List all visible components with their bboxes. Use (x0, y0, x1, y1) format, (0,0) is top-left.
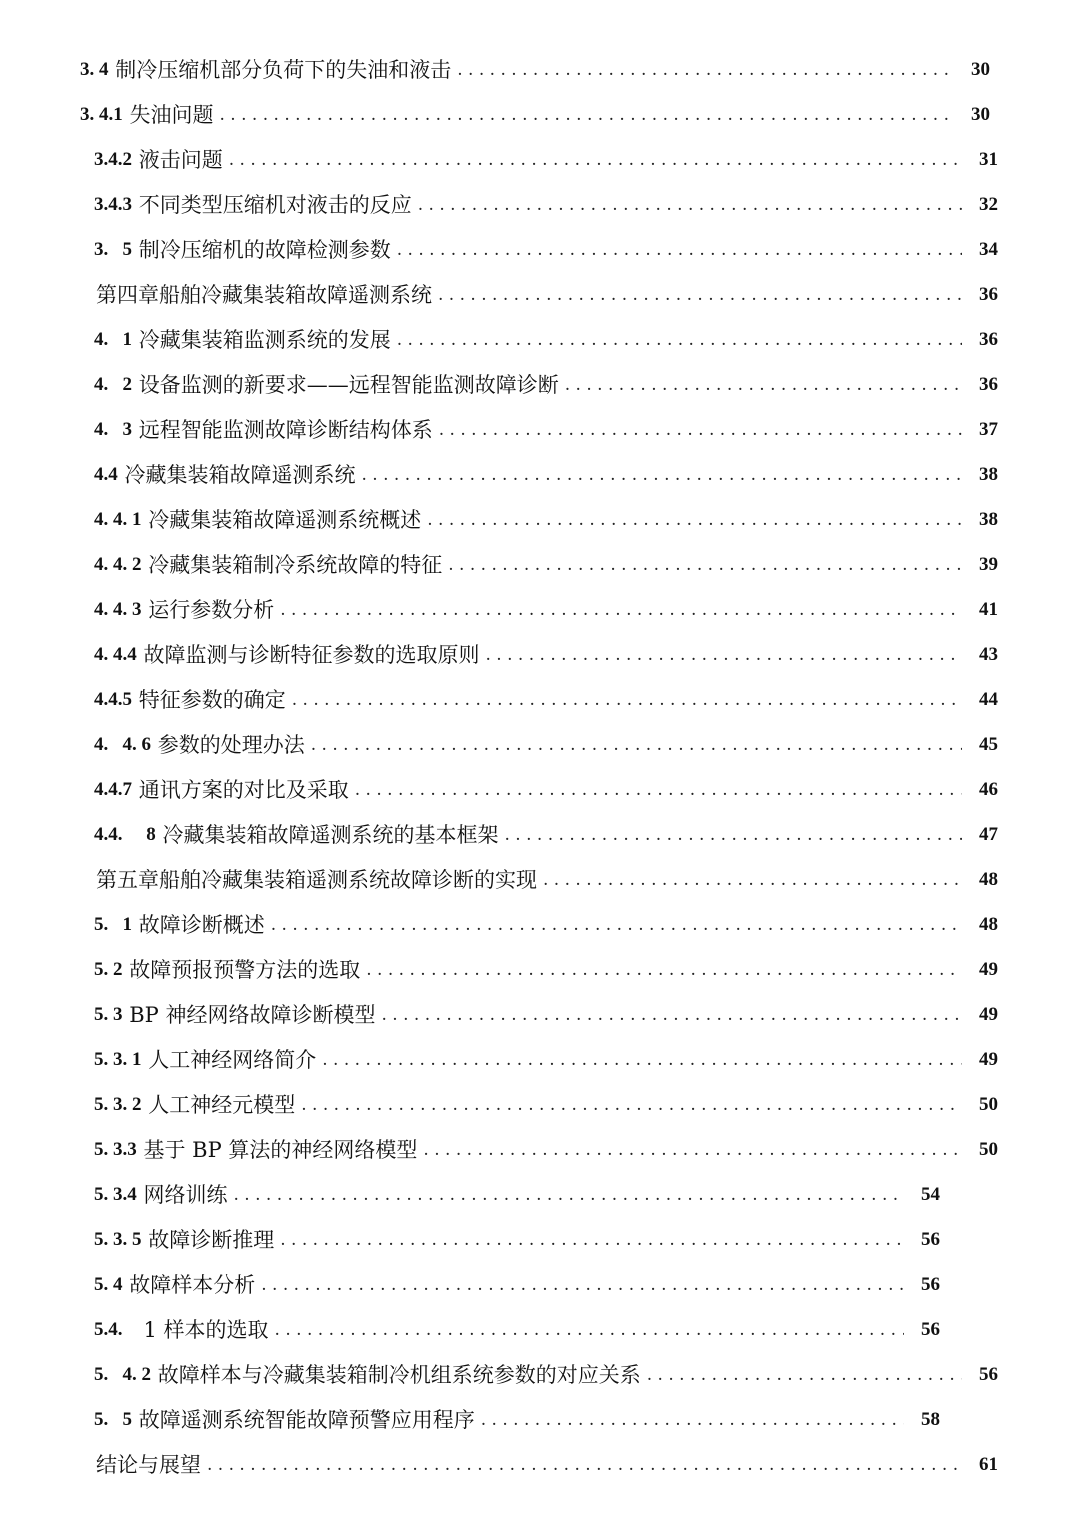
toc-page: 36 (979, 329, 998, 350)
toc-number: 5. 1 (94, 914, 137, 935)
toc-page: 49 (979, 1004, 998, 1025)
toc-title: 故障监测与诊断特征参数的选取原则 (143, 643, 480, 667)
dot-leader (382, 995, 963, 1035)
dot-leader (261, 1265, 904, 1305)
toc-entry[interactable] (94, 1265, 940, 1305)
toc-entry[interactable] (94, 275, 998, 315)
toc-entry[interactable] (94, 320, 998, 360)
toc-entry[interactable] (94, 1355, 998, 1395)
dot-leader (362, 455, 963, 495)
toc-entry[interactable] (94, 725, 998, 765)
toc-title: 通讯方案的对比及采取 (138, 778, 349, 802)
toc-entry[interactable] (94, 1310, 940, 1350)
toc-title: 液击问题 (138, 148, 223, 172)
toc-page: 44 (979, 689, 998, 710)
dot-leader (438, 275, 962, 315)
toc-title: 冷藏集装箱故障遥测系统概述 (148, 508, 422, 532)
dot-leader (439, 410, 962, 450)
toc-number: 3. 5 (94, 239, 137, 260)
dot-leader (418, 185, 962, 225)
toc-number: 4. 4.4 (94, 644, 142, 665)
toc-number: 5. 3. 1 (94, 1049, 147, 1070)
toc-entry[interactable] (94, 455, 998, 495)
toc-number: 4. 4. 3 (94, 599, 147, 620)
dot-leader (207, 1445, 962, 1485)
toc-number: 4. 3 (94, 419, 137, 440)
toc-number: 5. 2 (94, 959, 128, 980)
toc-page: 61 (979, 1454, 998, 1475)
toc-page: 54 (921, 1184, 940, 1205)
toc-title: 故障样本分析 (129, 1273, 256, 1297)
toc-entry[interactable] (94, 1085, 998, 1125)
toc-title: 设备监测的新要求——远程智能监测故障诊断 (138, 373, 559, 397)
toc-number: 5.4. (94, 1319, 142, 1340)
toc-title: 网络训练 (143, 1183, 228, 1207)
toc-page: 38 (979, 464, 998, 485)
dot-leader (229, 140, 962, 180)
toc-entry[interactable] (94, 1400, 940, 1440)
toc-number: 4.4 (94, 464, 123, 485)
toc-title: 故障预报预警方法的选取 (129, 958, 361, 982)
toc-page: 39 (979, 554, 998, 575)
toc-entry[interactable] (94, 230, 998, 270)
toc-title: 故障诊断推理 (148, 1228, 275, 1252)
toc-title: 特征参数的确定 (138, 688, 286, 712)
dot-leader (647, 1355, 962, 1395)
dot-leader (397, 320, 962, 360)
toc-entry[interactable] (94, 1220, 940, 1260)
dot-leader (543, 860, 962, 900)
toc-title: 参数的处理办法 (157, 733, 305, 757)
dot-leader (366, 950, 962, 990)
toc-page: 43 (979, 644, 998, 665)
dot-leader (280, 1220, 904, 1260)
toc-title: 不同类型压缩机对液击的反应 (138, 193, 412, 217)
toc-number: 4. 2 (94, 374, 137, 395)
dot-leader (423, 1130, 962, 1170)
toc-title: 人工神经网络简介 (148, 1048, 317, 1072)
dot-leader (565, 365, 962, 405)
toc-page: 50 (979, 1094, 998, 1115)
toc-page: 56 (979, 1364, 998, 1385)
toc-entry[interactable] (94, 635, 998, 675)
toc-number: 4. 4. 2 (94, 554, 147, 575)
toc-entry[interactable] (94, 680, 998, 720)
toc-page: 50 (979, 1139, 998, 1160)
dot-leader (292, 680, 962, 720)
dot-leader (427, 500, 962, 540)
toc-entry[interactable] (94, 185, 998, 225)
toc-title: 远程智能监测故障诊断结构体系 (138, 418, 433, 442)
toc-page: 32 (979, 194, 998, 215)
toc-entry[interactable] (94, 770, 998, 810)
toc-page: 48 (979, 869, 998, 890)
toc-title: 故障遥测系统智能故障预警应用程序 (138, 1408, 475, 1432)
toc-entry[interactable] (80, 95, 990, 135)
dot-leader (355, 770, 962, 810)
toc-number: 5. 3. 2 (94, 1094, 147, 1115)
toc-number: 5. 3.4 (94, 1184, 142, 1205)
dot-leader (505, 815, 963, 855)
toc-page: 46 (979, 779, 998, 800)
toc-title: 第五章船舶冷藏集装箱遥测系统故障诊断的实现 (96, 868, 537, 892)
toc-title: 冷藏集装箱故障遥测系统 (124, 463, 356, 487)
toc-title: 制冷压缩机的故障检测参数 (138, 238, 391, 262)
toc-page: 31 (979, 149, 998, 170)
toc-number: 3.4.2 (94, 149, 137, 170)
toc-page: 38 (979, 509, 998, 530)
toc-page: 47 (979, 824, 998, 845)
toc-entry[interactable] (94, 1175, 940, 1215)
toc-entry[interactable] (94, 1040, 998, 1080)
toc-entry[interactable] (94, 1445, 998, 1485)
toc-title: 第四章船舶冷藏集装箱故障遥测系统 (96, 283, 432, 307)
toc-page: 41 (979, 599, 998, 620)
toc-number: 5. 3.3 (94, 1139, 142, 1160)
toc-title: 人工神经元模型 (148, 1093, 296, 1117)
dot-leader (234, 1175, 905, 1215)
toc-number: 4. 4. 6 (94, 734, 156, 755)
toc-title: 结论与展望 (96, 1453, 201, 1477)
toc-page: 30 (971, 59, 990, 80)
toc-title: 运行参数分析 (148, 598, 275, 622)
toc-number: 5. 5 (94, 1409, 137, 1430)
toc-entry[interactable] (94, 950, 998, 990)
toc-number: 3. 4.1 (80, 104, 128, 125)
toc-entry[interactable] (94, 410, 998, 450)
toc-page: 30 (971, 104, 990, 125)
toc-entry[interactable] (94, 365, 998, 405)
toc-entry[interactable] (94, 500, 998, 540)
toc-number: 4. 4. 1 (94, 509, 147, 530)
toc-entry[interactable] (94, 815, 998, 855)
toc-entry[interactable] (94, 905, 998, 945)
toc-page: 37 (979, 419, 998, 440)
dot-leader (301, 1085, 962, 1125)
toc-page: 58 (921, 1409, 940, 1430)
toc-title: 冷藏集装箱故障遥测系统的基本框架 (162, 823, 499, 847)
toc-entry[interactable] (94, 860, 998, 900)
dot-leader (481, 1400, 904, 1440)
toc-page: 49 (979, 1049, 998, 1070)
toc-number: 5. 3 (94, 1004, 128, 1025)
dot-leader (457, 50, 954, 90)
toc-page: 34 (979, 239, 998, 260)
toc-title: 故障诊断概述 (138, 913, 265, 937)
toc-number: 5. 4 (94, 1274, 128, 1295)
toc-title: 冷藏集装箱制冷系统故障的特征 (148, 553, 443, 577)
dot-leader (311, 725, 962, 765)
dot-leader (397, 230, 962, 270)
toc-number: 4.4.5 (94, 689, 137, 710)
dot-leader (275, 1310, 904, 1350)
toc-page: 56 (921, 1229, 940, 1250)
toc-entry[interactable] (94, 995, 998, 1035)
toc-title: 故障样本与冷藏集装箱制冷机组系统参数的对应关系 (157, 1363, 641, 1387)
toc-title: BP 神经网络故障诊断模型 (129, 1003, 376, 1027)
toc-number: 4. 1 (94, 329, 137, 350)
toc-entry[interactable] (80, 50, 990, 90)
toc-number: 4.4. 8 (94, 824, 161, 845)
toc-number: 5. 4. 2 (94, 1364, 156, 1385)
toc-page: 56 (921, 1274, 940, 1295)
toc-entry[interactable] (94, 1130, 998, 1170)
dot-leader (322, 1040, 962, 1080)
toc-title: 冷藏集装箱监测系统的发展 (138, 328, 391, 352)
dot-leader (448, 545, 962, 585)
dot-leader (220, 95, 955, 135)
toc-page: 48 (979, 914, 998, 935)
toc-title: 失油问题 (129, 103, 214, 127)
toc-entry[interactable] (94, 590, 998, 630)
dot-leader (271, 905, 962, 945)
toc-number: 3.4.3 (94, 194, 137, 215)
toc-entry[interactable] (94, 140, 998, 180)
toc-number: 5. 3. 5 (94, 1229, 147, 1250)
dot-leader (280, 590, 962, 630)
toc-page: 36 (979, 284, 998, 305)
toc-page: 49 (979, 959, 998, 980)
toc-title: 基于 BP 算法的神经网络模型 (143, 1138, 418, 1162)
toc-number: 4.4.7 (94, 779, 137, 800)
toc-entry[interactable] (94, 545, 998, 585)
toc-number: 3. 4 (80, 59, 114, 80)
dot-leader (486, 635, 963, 675)
toc-page: 45 (979, 734, 998, 755)
toc-title: 1 样本的选取 (143, 1318, 269, 1342)
toc-page: 56 (921, 1319, 940, 1340)
toc-page: 36 (979, 374, 998, 395)
toc-title: 制冷压缩机部分负荷下的失油和液击 (115, 58, 452, 82)
